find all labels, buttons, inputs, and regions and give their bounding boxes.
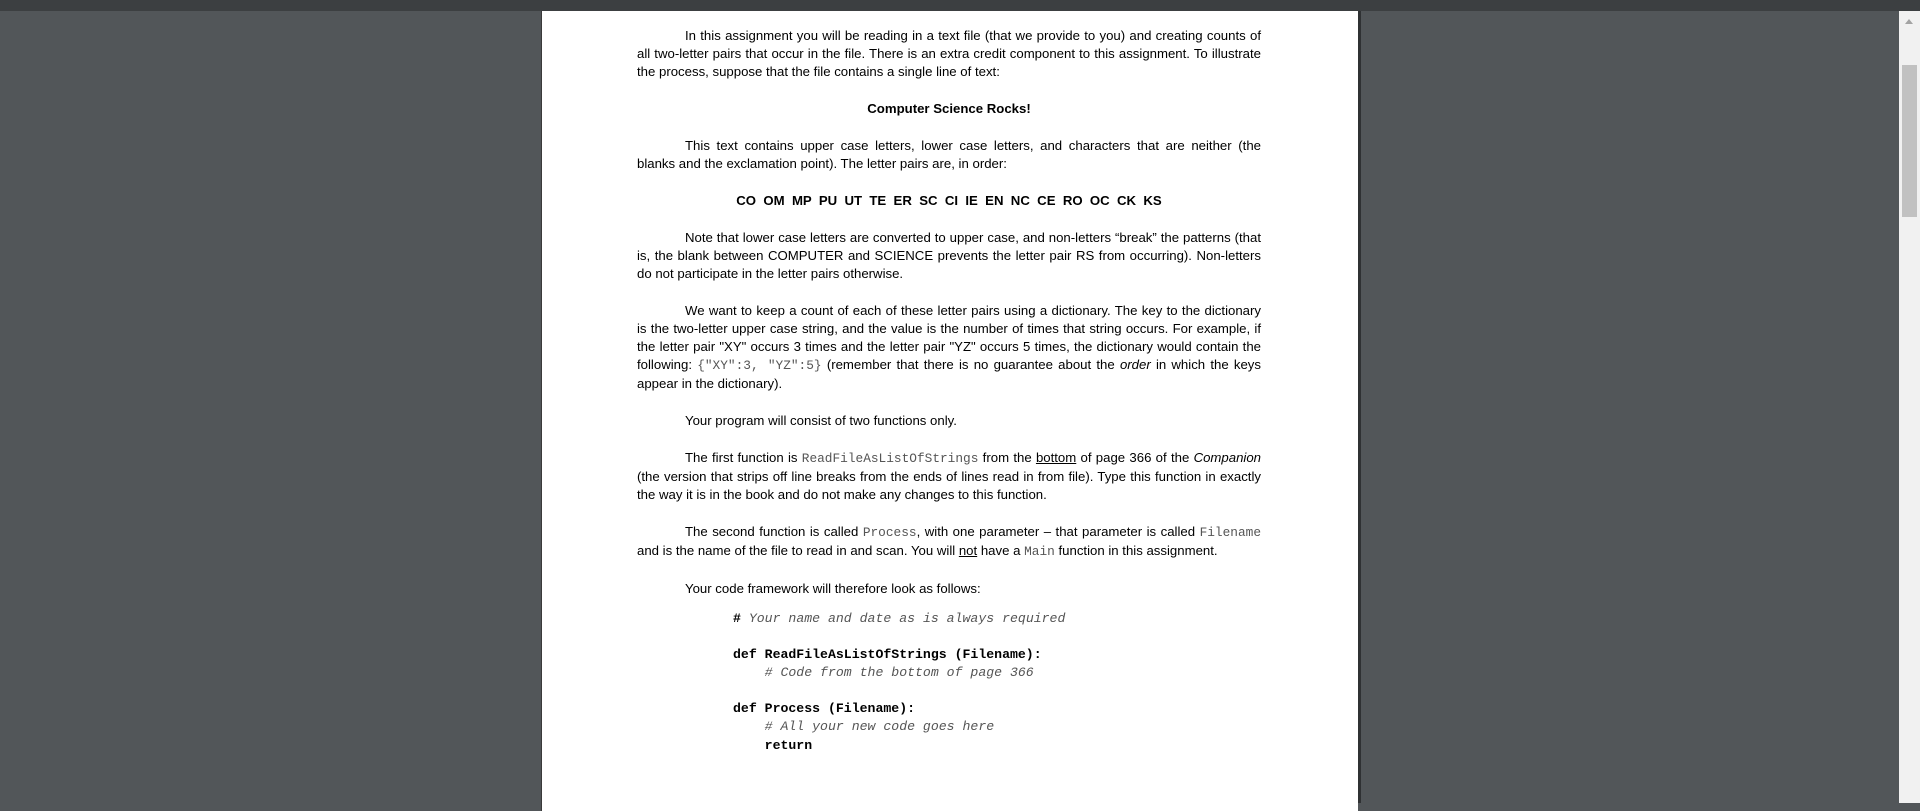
paragraph-dictionary — [637, 302, 1261, 393]
first-function-text-d: (the version that strips off line breaks from the ends of lines read in from file). Type this function in exactly the way it is in the book and do not make any changes to this function. — [637, 469, 1261, 502]
companion-title: Companion — [1193, 450, 1262, 465]
letter-pairs-line — [637, 192, 1261, 210]
process-function-name: Process — [862, 525, 917, 540]
vertical-scrollbar[interactable] — [1899, 11, 1920, 803]
header-comment: Your name and date as is always required — [740, 611, 1066, 626]
code-line-return: return — [733, 737, 813, 753]
filename-parameter: Filename — [1199, 525, 1261, 540]
scrollbar-thumb[interactable] — [1902, 65, 1917, 217]
code-line-comment-new: # All your new code goes here — [733, 719, 995, 734]
paragraph-framework: Your code framework will therefore look as follows: — [685, 581, 981, 596]
page-shadow-edge — [1358, 11, 1361, 803]
order-emphasis: order — [1119, 357, 1151, 372]
letter-pairs-text: CO OM MP PU UT TE ER SC CI IE EN NC CE RO OC CK KS — [736, 193, 1162, 208]
paragraph-two-functions: Your program will consist of two functions only. — [685, 413, 957, 428]
code-line-comment-366: # Code from the bottom of page 366 — [733, 665, 1034, 680]
not-underlined: not — [958, 543, 978, 558]
second-function-text-a: The second function is called — [685, 524, 863, 539]
paragraph-second-function — [637, 523, 1261, 561]
code-framework — [733, 610, 1261, 755]
second-function-text-b: , with one parameter – that parameter is called — [916, 524, 1200, 539]
paragraph-first-function — [637, 449, 1261, 504]
main-function-name: Main — [1024, 544, 1055, 559]
example-line: Computer Science Rocks! — [867, 101, 1031, 116]
scroll-up-arrow-icon[interactable] — [1899, 11, 1920, 32]
viewer-toolbar — [0, 0, 1920, 11]
code-line-header-comment — [733, 610, 1261, 629]
paragraph-note: Note that lower case letters are converted to upper case, and non-letters “break” the patterns (that is, the blank between COMPUTER and SCIENCE prevents the letter pair RS from occurring). Non-letters do not participate in the letter pairs otherwise. — [637, 230, 1261, 281]
code-line-def-read: def ReadFileAsListOfStrings (Filename): — [733, 646, 1042, 662]
first-function-text-a: The first function is — [685, 450, 802, 465]
second-function-text-c: and is the name of the file to read in and scan. You will — [637, 543, 959, 558]
second-function-text-e: function in this assignment. — [1054, 543, 1218, 558]
page-content — [637, 27, 1261, 755]
first-function-text-c: of page 366 of the — [1076, 450, 1194, 465]
first-function-text-b: from the — [978, 450, 1036, 465]
hash-symbol: # — [733, 611, 741, 626]
dictionary-text-b: (remember that there is no guarantee about the — [821, 357, 1120, 372]
dictionary-example-code: {"XY":3, "YZ":5} — [697, 358, 822, 373]
document-page — [541, 11, 1358, 811]
second-function-text-d: have a — [977, 543, 1025, 558]
bottom-underlined: bottom — [1035, 450, 1077, 465]
dictionary-text-a: We want to keep a count of each of these letter pairs using a dictionary. The key to the dictionary is the two-letter upper case string, and the value is the number of times that string occurs. For example, if the letter pair "XY" occurs 3 times and the letter pair "YZ" occurs 5 times, the dictionary would contain the following: — [637, 303, 1261, 372]
paragraph-intro: In this assignment you will be reading in a text file (that we provide to you) and creating counts of all two-letter pairs that occur in the file. There is an extra credit component to this assignment. To illustrate the process, suppose that the file contains a single line of text: — [637, 28, 1261, 79]
read-file-function-name: ReadFileAsListOfStrings — [801, 451, 979, 466]
paragraph-text-description: This text contains upper case letters, lower case letters, and characters that are neither (the blanks and the exclamation point). The letter pairs are, in order: — [637, 138, 1261, 171]
code-line-def-process: def Process (Filename): — [733, 700, 916, 716]
dictionary-text-c: in which the keys appear in the dictionary). — [637, 357, 1261, 391]
